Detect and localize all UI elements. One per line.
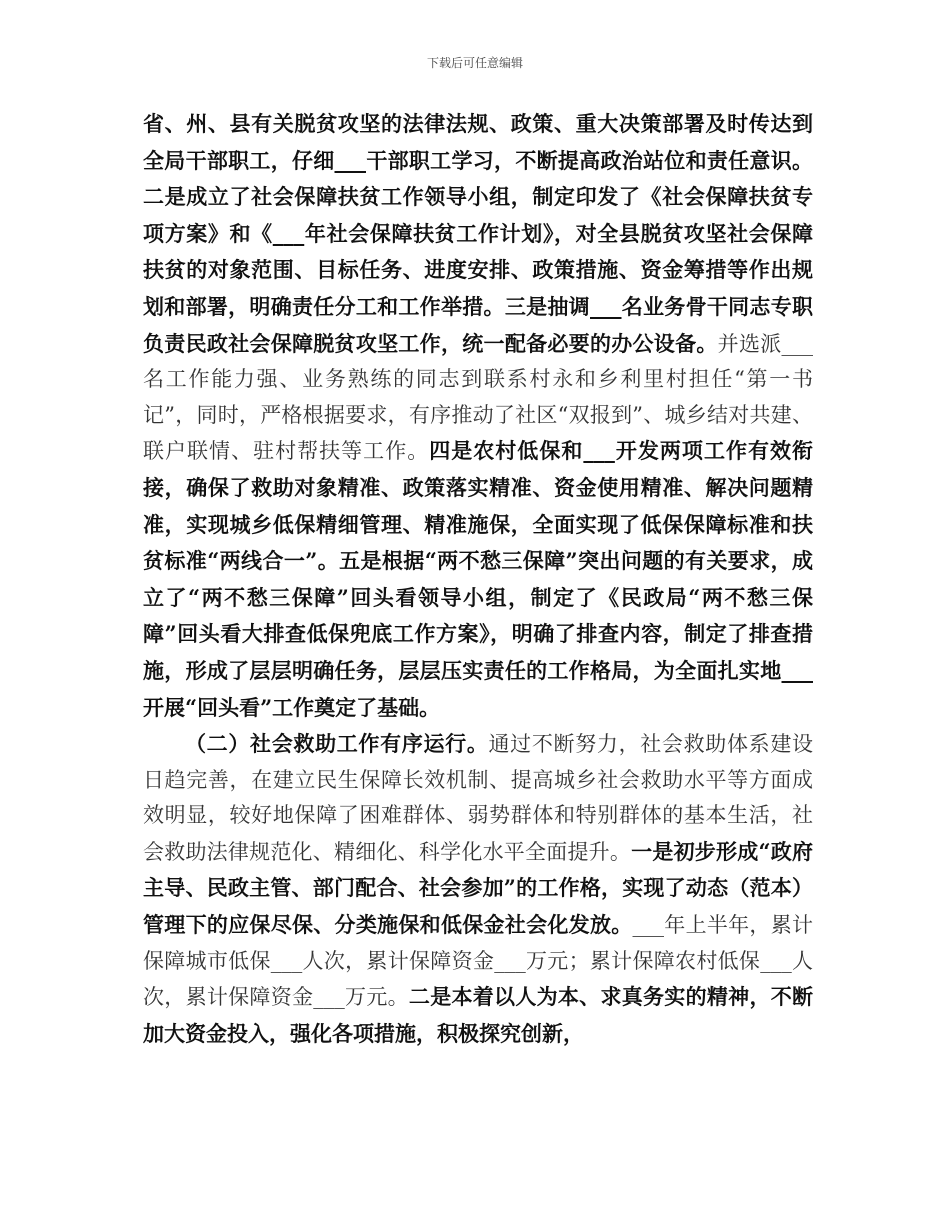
text-segment: 四是农村低保和___开发两项工作有效衔接，确保了救助对象精准、政策落实精准、资金使用精准、解决问题精准，实现城乡低保精细管理、精准施保，全面实现了低保保障标准和扶贫标准“两线合一”。五是根据“两不愁三保障”突出问题的有关要求，成立了“两不愁三保障”回头看领导小组，制定了《民政局“两不愁三保障”回头看大排查低保兜底工作方案》，明确了排查内容，制定了排查措施，形成了层层明确任务，层层压实责任的工作格局，为全面扎实地___开展“回头看”工作奠定了基础。 [143,438,814,720]
section-heading: （二）社会救助工作有序运行。 [185,731,489,757]
text-segment: 一是初步形成“政府主导、民政主管、部门配合、社会参加”的工作格，实现了动态（范本）管理下的应保尽保、分类施保和低保金社会化发放。 [143,838,813,938]
text-segment: 二是本着以人为本、求真务实的精神，不断加大资金投入，强化各项措施，积极探究创新， [143,984,814,1046]
text-segment: 并选派___名工作能力强、业务熟练的同志到联系村永和乡利里村担任“第一书记”，同时，严格根据要求，有序推动了社区“双报到”、城乡结对共建、联户联情、驻村帮扶等工作。 [143,331,814,464]
page-header: 下载后可任意编辑 [426,56,523,70]
text-segment: ___年上半年，累计保障城市低保___人次，累计保障资金___万元；累计保障农村低保___人次，累计保障资金___万元。 [143,913,813,1010]
text-segment: 通过不断努力，社会救助体系建设日趋完善，在建立民生保障长效机制、提高城乡社会救助水平等方面成效明显，较好地保障了困难群体、弱势群体和特别群体的基本生活，社会救助法律规范化、精细化、科学化水平全面提升。 [143,732,813,864]
paragraph-1 [143,106,813,726]
paragraph-2 [143,726,813,1052]
text-segment: 省、州、县有关脱贫攻坚的法律法规、政策、重大决策部署及时传达到全局干部职工，仔细___干部职工学习，不断提高政治站位和责任意识。二是成立了社会保障扶贫工作领导小组，制定印发了《社会保障扶贫专项方案》和《___年社会保障扶贫工作计划》，对全县脱贫攻坚社会保障扶贫的对象范围、目标任务、进度安排、政策措施、资金筹措等作出规划和部署，明确责任分工和工作举措。三是抽调___名业务骨干同志专职负责民政社会保障脱贫攻坚工作，统一配备必要的办公设备。 [143,111,813,356]
document-body [143,106,813,1052]
